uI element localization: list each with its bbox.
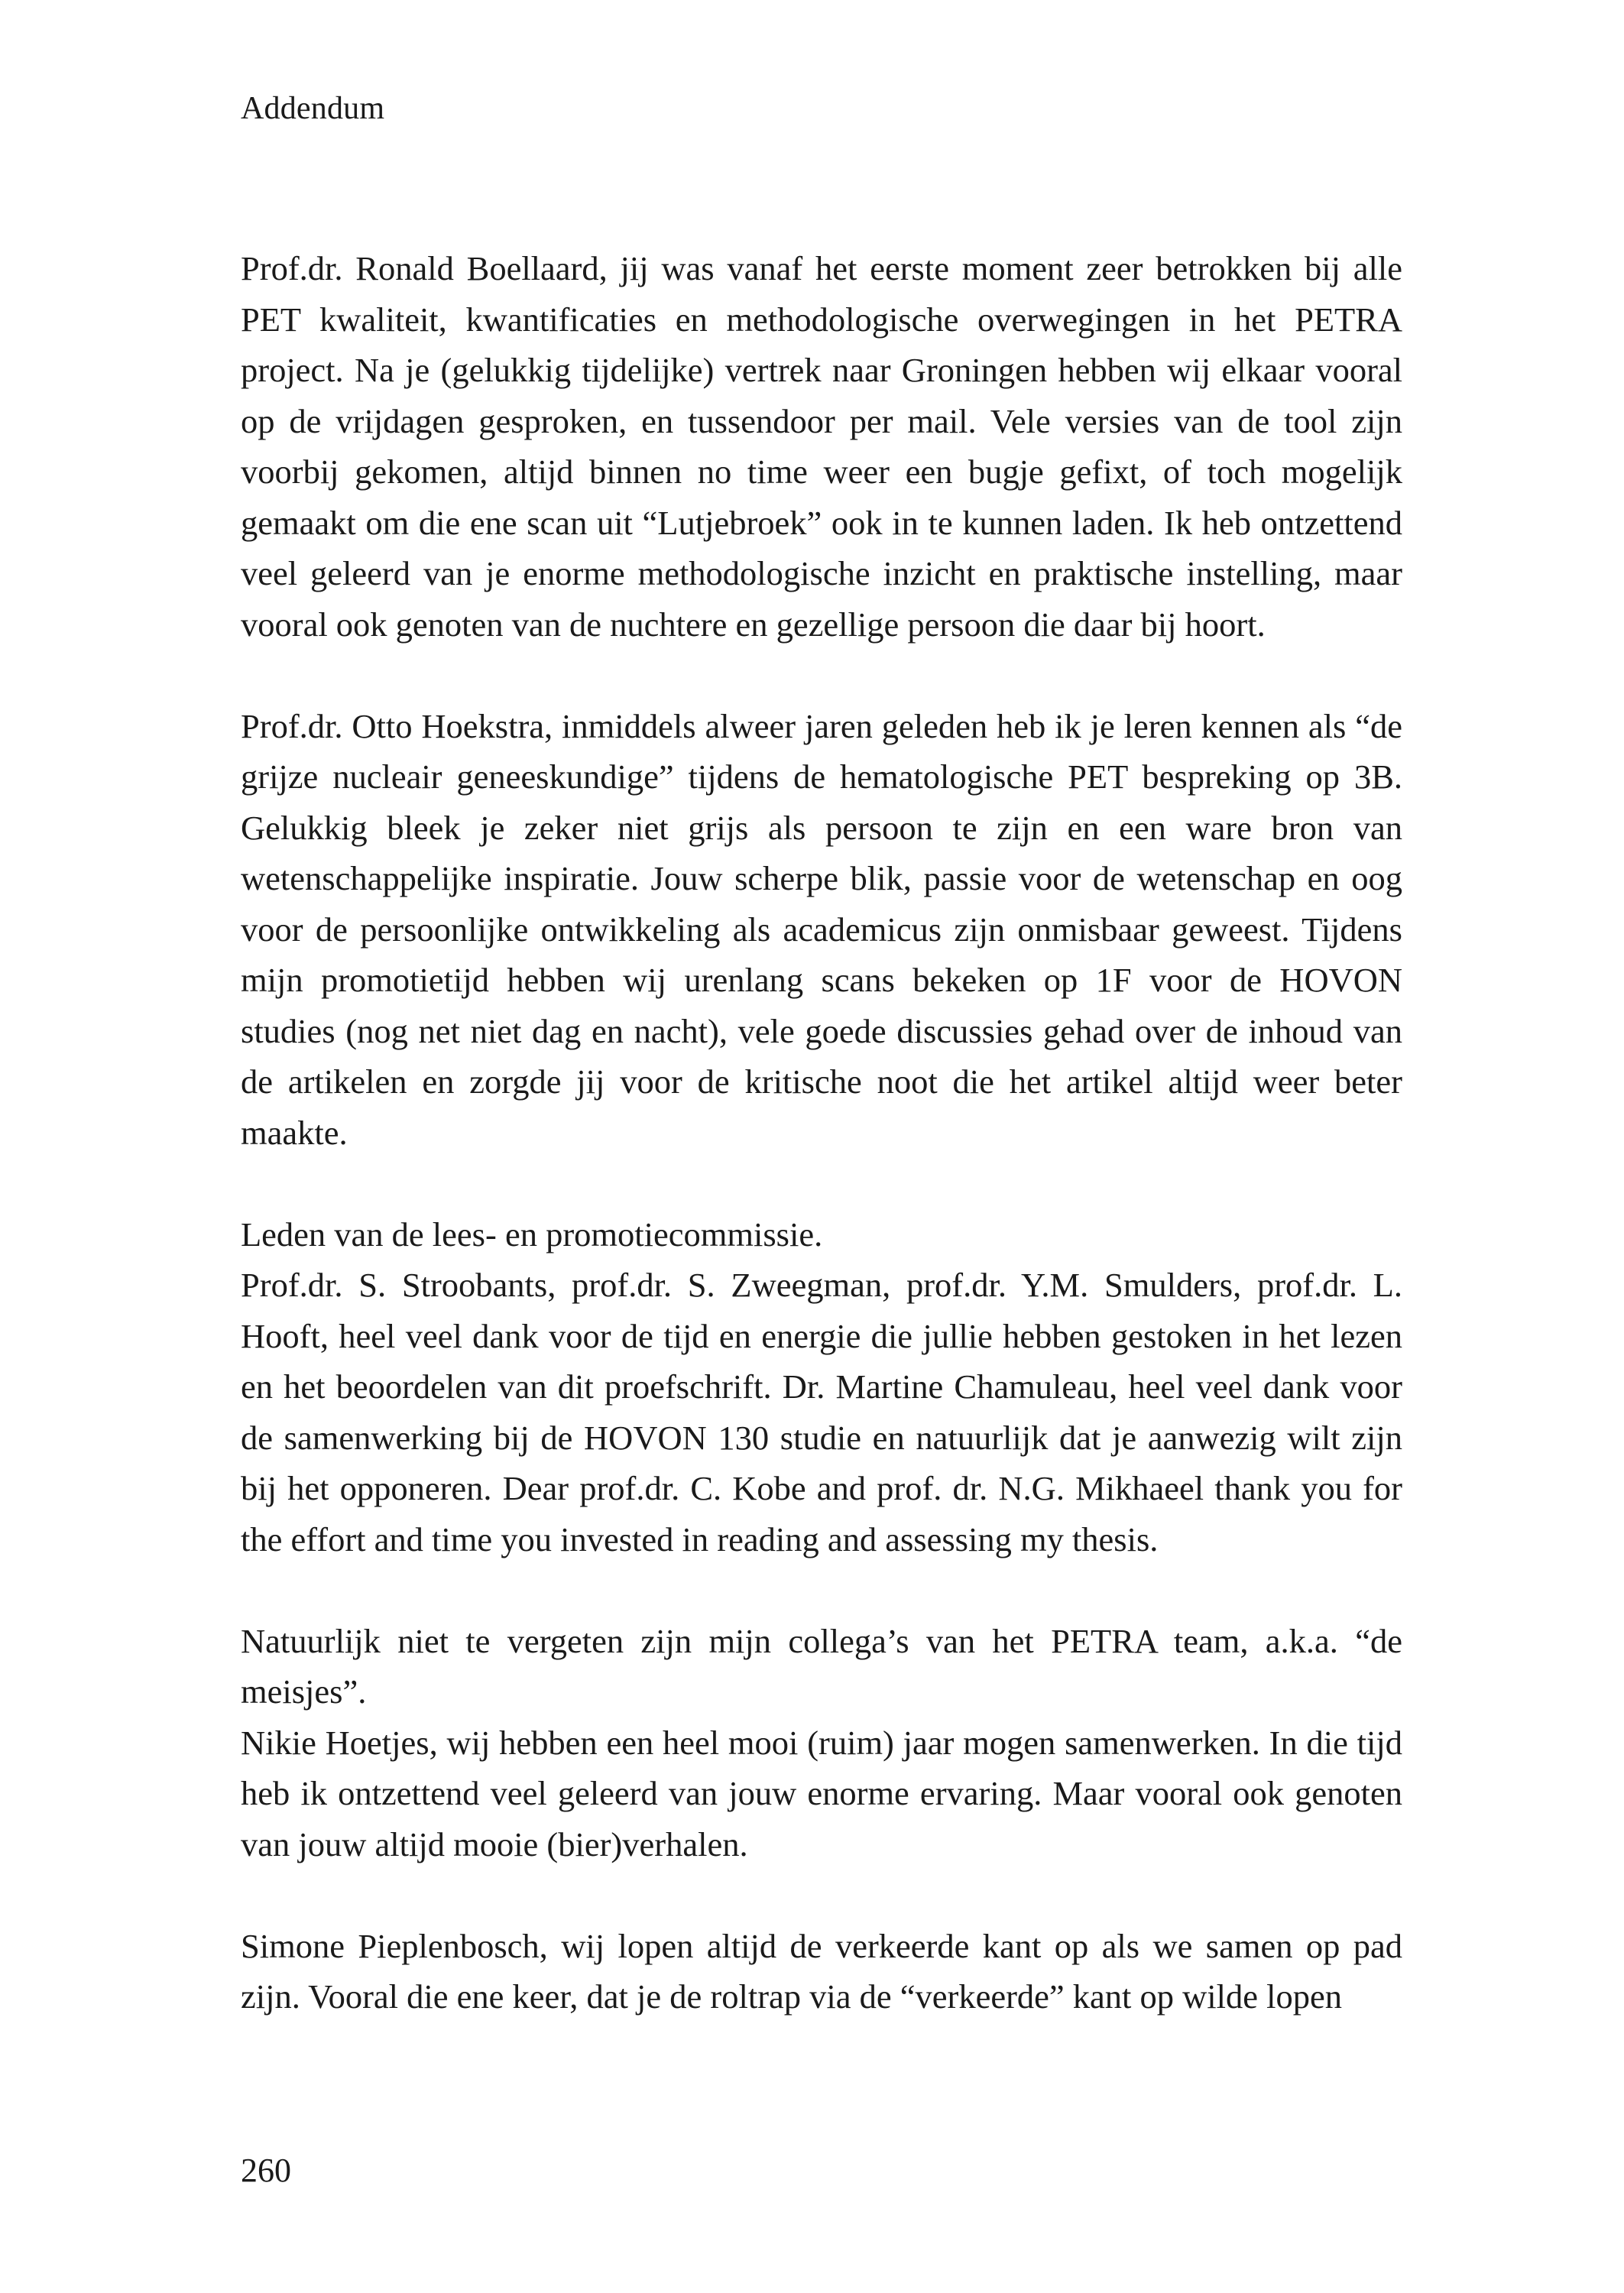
paragraph-petra-team: Natuurlijk niet te vergeten zijn mijn collega’s van het PETRA team, a.k.a. “de meisjes”.: [241, 1621, 1402, 1711]
paragraph-gap: [241, 1565, 1402, 1616]
running-header: Addendum: [241, 91, 385, 126]
paragraph-committee-heading: Leden van de lees- en promotiecommissie.: [241, 1215, 823, 1254]
paragraph-pieplenbosch: Simone Pieplenbosch, wij lopen altijd de verkeerde kant op als we samen op pad zijn. Vooral die ene keer, dat je de roltrap via de “verkeerde” kant op wilde lopen: [241, 1926, 1402, 2016]
paragraph-committee: Prof.dr. S. Stroobants, prof.dr. S. Zweegman, prof.dr. Y.M. Smulders, prof.dr. L. Hooft, heel veel dank voor de tijd en energie die jullie hebben gestoken in het lezen en het beoordelen van dit proefschrift. Dr. Martine Chamuleau, heel veel dank voor de samenwerking bij de HOVON 130 studie en natuurlijk dat je aanwezig wilt zijn bij het opponeren. Dear prof.dr. C. Kobe and prof. dr. N.G. Mikhaeel thank you for the effort and time you invested in reading and assessing my thesis.: [241, 1266, 1402, 1558]
paragraph-gap: [241, 1158, 1402, 1209]
paragraph-hoekstra: Prof.dr. Otto Hoekstra, inmiddels alweer jaren geleden heb ik je leren kennen als “de grijze nucleair geneeskundige” tijdens de hematologische PET bespreking op 3B. Gelukkig bleek je zeker niet grijs als persoon te zijn en een ware bron van wetenschappelijke inspiratie. Jouw scherpe blik, passie voor de wetenschap en oog voor de persoonlijke ontwikkeling als academicus zijn onmisbaar geweest. Tijdens mijn promotietijd hebben wij urenlang scans bekeken op 1F voor de HOVON studies (nog net niet dag en nacht), vele goede discussies gehad over de inhoud van de artikelen en zorgde jij voor de kritische noot die het artikel altijd weer beter maakte.: [241, 706, 1402, 1152]
body-text: [241, 243, 1402, 2022]
paragraph-gap: [241, 650, 1402, 701]
paragraph-hoetjes: Nikie Hoetjes, wij hebben een heel mooi (ruim) jaar mogen samenwerken. In die tijd heb ik ontzettend veel geleerd van jouw enorme ervaring. Maar vooral ook genoten van jouw altijd mooie (bier)verhalen.: [241, 1723, 1402, 1863]
page-number: 260: [241, 2152, 291, 2189]
paragraph-boellaard: Prof.dr. Ronald Boellaard, jij was vanaf het eerste moment zeer betrokken bij alle PET kwaliteit, kwantificaties en methodologische overwegingen in het PETRA project. Na je (gelukkig tijdelijke) vertrek naar Groningen hebben wij elkaar vooral op de vrijdagen gesproken, en tussendoor per mail. Vele versies van de tool zijn voorbij gekomen, altijd binnen no time weer een bugje gefixt, of toch mogelijk gemaakt om die ene scan uit “Lutjebroek” ook in te kunnen laden. Ik heb ontzettend veel geleerd van je enorme methodologische inzicht en praktische instelling, maar vooral ook genoten van de nuchtere en gezellige persoon die daar bij hoort.: [241, 249, 1402, 644]
paragraph-gap: [241, 1870, 1402, 1921]
